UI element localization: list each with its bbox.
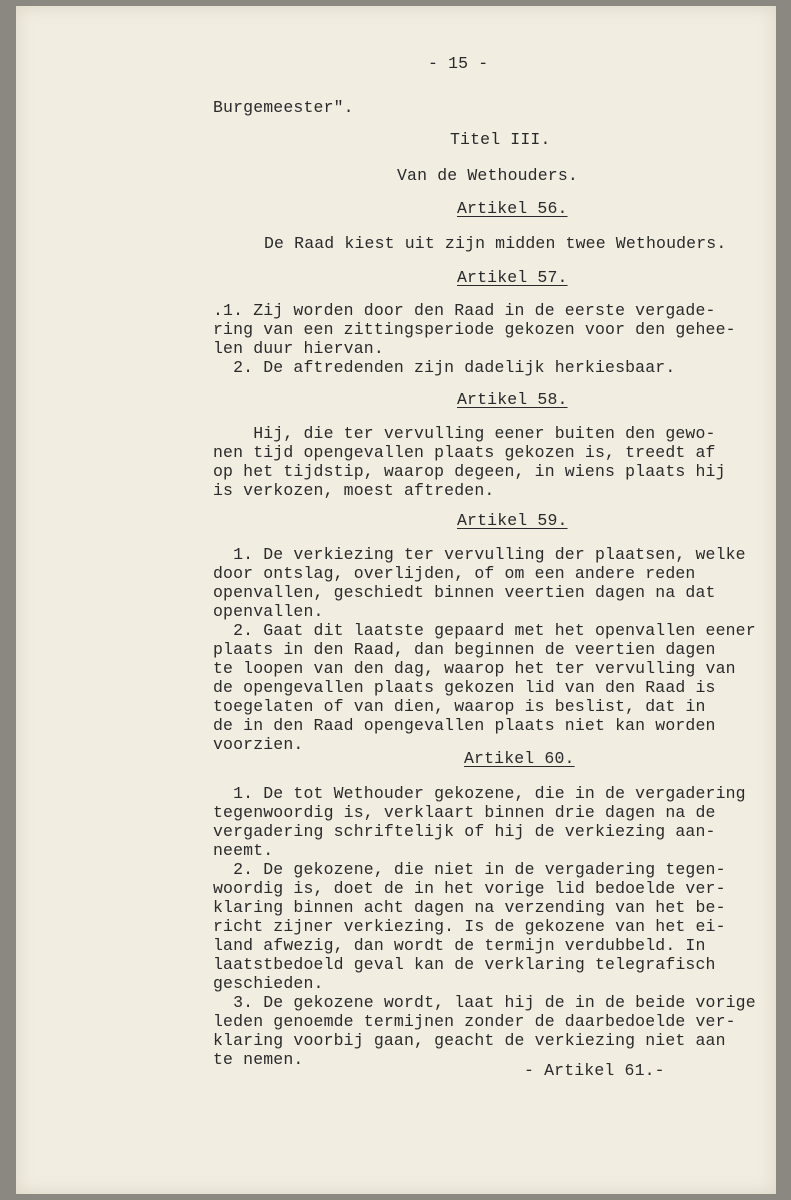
document-page [16, 6, 776, 1194]
article-56-heading: Artikel 56. [457, 199, 568, 218]
titel-heading: Titel III. [450, 130, 551, 149]
article-56-text: De Raad kiest uit zijn midden twee Wethouders. [264, 234, 727, 253]
article-59-heading: Artikel 59. [457, 511, 568, 530]
article-58-heading: Artikel 58. [457, 390, 568, 409]
article-57-heading: Artikel 57. [457, 268, 568, 287]
article-60-text: 1. De tot Wethouder gekozene, die in de vergadering tegenwoordig is, verklaart binnen drie dagen na de vergadering schriftelijk of hij de verkiezing aan- neemt. 2. De gekozene, die niet in de vergadering tegen- woordig is, doet de in het vorige lid bedoelde ver- klaring binnen acht dagen na verzending van het be- richt zijner verkiezing. Is de gekozene van het ei- land afwezig, dan wordt de termijn verdubbeld. In laatstbedoeld geval kan de verklaring telegrafisch geschieden. 3. De gekozene wordt, laat hij de in de beide vorige leden genoemde termijnen zonder de daarbedoelde ver- klaring voorbij gaan, geacht de verkiezing niet aan te nemen. [213, 784, 756, 1069]
subtitle-heading: Van de Wethouders. [397, 166, 578, 185]
article-58-text: Hij, die ter vervulling eener buiten den gewo- nen tijd opengevallen plaats gekozen is, treedt af op het tijdstip, waarop degeen, in wiens plaats hij is verkozen, moest aftreden. [213, 424, 726, 500]
article-59-text: 1. De verkiezing ter vervulling der plaatsen, welke door ontslag, overlijden, of om een andere reden openvallen, geschiedt binnen veertien dagen na dat openvallen. 2. Gaat dit laatste gepaard met het openvallen eener plaats in den Raad, dan beginnen de veertien dagen te loopen van den dag, waarop het ter vervulling van de opengevallen plaats gekozen lid van den Raad is toegelaten of van dien, waarop is beslist, dat in de in den Raad opengevallen plaats niet kan worden voorzien. [213, 545, 756, 754]
top-line: Burgemeester". [213, 98, 354, 117]
page-number: - 15 - [428, 54, 489, 73]
footer-next-article: - Artikel 61.- [524, 1061, 665, 1080]
article-60-heading: Artikel 60. [464, 749, 575, 768]
article-57-text: .1. Zij worden door den Raad in de eerste vergade- ring van een zittingsperiode gekozen voor den gehee- len duur hiervan. 2. De aftredenden zijn dadelijk herkiesbaar. [213, 301, 736, 377]
